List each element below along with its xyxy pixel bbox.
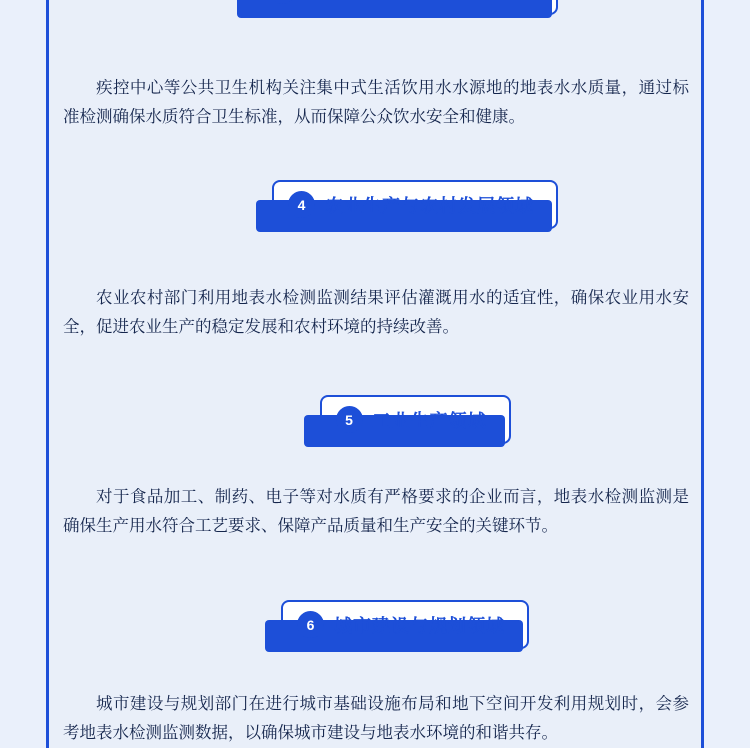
- section-title: 城市建设与规划领域: [334, 615, 505, 636]
- section-heading-5: [49, 395, 701, 444]
- section-agriculture: [49, 180, 701, 336]
- section-heading-4: [49, 180, 701, 229]
- section-title: [306, 0, 534, 4]
- section-body-text: 疾控中心等公共卫生机构关注集中式生活饮用水水源地的地表水水质量，通过标准检测确保水质符合卫生标准，从而保障公众饮水安全和健康。: [63, 79, 689, 126]
- section-body-wrap: [49, 483, 701, 541]
- section-number-badge: 5: [336, 406, 363, 433]
- heading-ribbon: [281, 600, 529, 649]
- section-heading-3: [49, 0, 701, 15]
- section-body-wrap: [49, 74, 701, 132]
- section-title: 工业生产领域: [372, 410, 487, 431]
- section-urban-planning: [49, 600, 701, 742]
- heading-ribbon: [253, 0, 558, 15]
- section-title: 农业生产与农村发展领域: [325, 195, 534, 216]
- section-body-text: 城市建设与规划部门在进行城市基础设施布局和地下空间开发利用规划时，会参考地表水检测监测数据，以确保城市建设与地表水环境的和谐共存。: [63, 695, 689, 742]
- section-body-wrap: [49, 690, 701, 748]
- section-heading-6: [49, 600, 701, 649]
- section-number-badge: 6: [297, 611, 324, 638]
- heading-ribbon: [320, 395, 511, 444]
- section-body-text: 对于食品加工、制药、电子等对水质有严格要求的企业而言，地表水检测监测是确保生产用水符合工艺要求、保障产品质量和生产安全的关键环节。: [63, 488, 689, 535]
- section-industry: [49, 395, 701, 535]
- document-content: [49, 0, 701, 748]
- section-body-text: 农业农村部门利用地表水检测监测结果评估灌溉用水的适宜性，确保农业用水安全，促进农业生产的稳定发展和农村环境的持续改善。: [63, 289, 689, 336]
- right-rail-divider: [701, 0, 704, 748]
- section-body-wrap: [49, 284, 701, 342]
- section-public-health: [49, 0, 701, 126]
- section-number-badge: 4: [288, 191, 315, 218]
- heading-ribbon: [272, 180, 558, 229]
